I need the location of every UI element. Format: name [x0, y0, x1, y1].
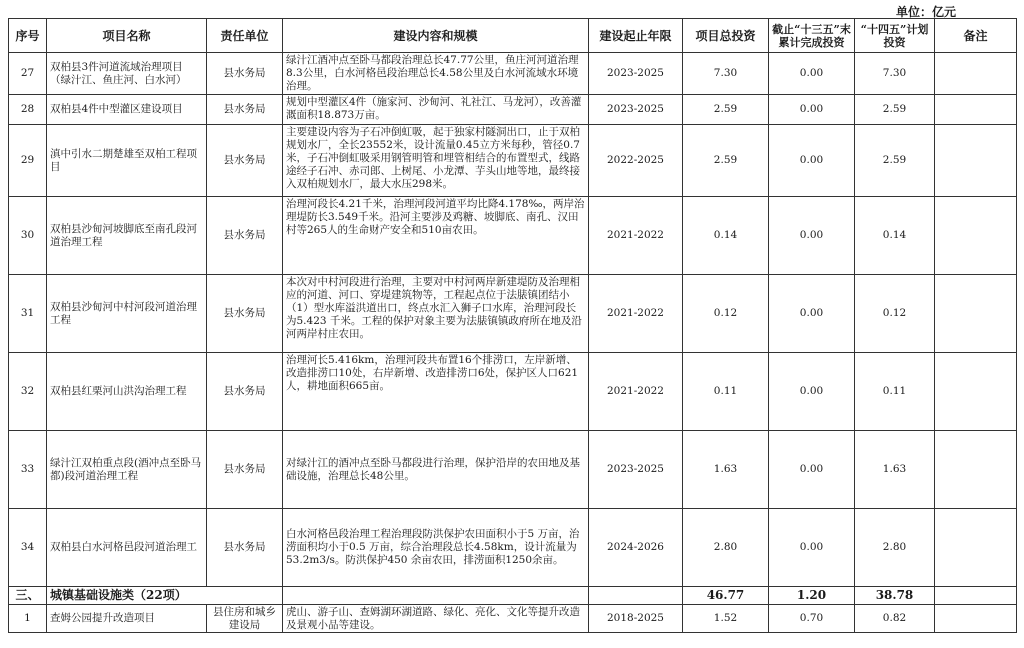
row-unit: 县水务局 — [207, 275, 283, 353]
row-total: 7.30 — [683, 53, 769, 95]
row-name: 双柏县3件河道流域治理项目（绿汁江、鱼庄河、白水河） — [47, 53, 207, 95]
row-plan: 2.80 — [855, 509, 935, 587]
row-unit: 县水务局 — [207, 125, 283, 197]
row-done: 0.00 — [769, 95, 855, 125]
row-total: 2.59 — [683, 125, 769, 197]
header-no: 序号 — [9, 19, 47, 53]
row-unit: 县水务局 — [207, 431, 283, 509]
header-name: 项目名称 — [47, 19, 207, 53]
row-plan: 7.30 — [855, 53, 935, 95]
row-name: 双柏县白水河格邑段河道治理工 — [47, 509, 207, 587]
unit-label: 单位：亿元 — [896, 5, 957, 19]
project-table — [8, 18, 1017, 633]
row-done: 0.00 — [769, 509, 855, 587]
row-note — [935, 605, 1017, 633]
row-no: 27 — [9, 53, 47, 95]
row-no: 31 — [9, 275, 47, 353]
row-plan: 0.14 — [855, 197, 935, 275]
row-note — [935, 431, 1017, 509]
table-row — [9, 95, 1017, 125]
row-total: 2.80 — [683, 509, 769, 587]
row-plan: 1.63 — [855, 431, 935, 509]
row-total: 0.11 — [683, 353, 769, 431]
row-note — [935, 53, 1017, 95]
section-note — [935, 587, 1017, 605]
row-no: 34 — [9, 509, 47, 587]
row-unit: 县水务局 — [207, 353, 283, 431]
section-row — [9, 587, 1017, 605]
row-name: 双柏县沙甸河中村河段河道治理工程 — [47, 275, 207, 353]
table-row — [9, 197, 1017, 275]
row-no: 29 — [9, 125, 47, 197]
table-row — [9, 353, 1017, 431]
row-plan: 0.11 — [855, 353, 935, 431]
row-done: 0.00 — [769, 431, 855, 509]
row-content: 治理河长5.416km，治理河段共布置16个排涝口，左岸新增、改造排涝口10处，右岸新增、改造排涝口6处，保护区人口621人，耕地面积665亩。 — [283, 353, 589, 431]
table-row — [9, 275, 1017, 353]
row-done: 0.00 — [769, 275, 855, 353]
row-name: 滇中引水二期楚雄至双柏工程项目 — [47, 125, 207, 197]
row-done: 0.00 — [769, 353, 855, 431]
row-plan: 0.82 — [855, 605, 935, 633]
header-unit: 责任单位 — [207, 19, 283, 53]
row-done: 0.00 — [769, 197, 855, 275]
row-name: 双柏县红栗河山洪沟治理工程 — [47, 353, 207, 431]
row-content: 主要建设内容为子石冲倒虹吸，起于独家村隧洞出口，止于双柏规划水厂，全长23552米，设计流量0.45立方米每秒，管径0.7米，子石冲倒虹吸采用钢管明管和埋管相结合的布置型式，线路途经子石冲、赤司郎、上树尾、小龙潭、芋头山地等地，最终接入双柏规划水厂，最大水压298米。 — [283, 125, 589, 197]
row-note — [935, 275, 1017, 353]
row-unit: 县水务局 — [207, 509, 283, 587]
header-row — [9, 19, 1017, 53]
section-plan: 38.78 — [855, 587, 935, 605]
row-unit: 县水务局 — [207, 95, 283, 125]
row-content: 绿汁江酒冲点至卧马都段治理总长47.77公里，鱼庄河河道治理8.3公里，白水河格邑段治理总长4.58公里及白水河流域水环境治理。 — [283, 53, 589, 95]
row-total: 1.52 — [683, 605, 769, 633]
row-no: 33 — [9, 431, 47, 509]
header-note: 备注 — [935, 19, 1017, 53]
row-plan: 2.59 — [855, 125, 935, 197]
row-period: 2023-2025 — [589, 431, 683, 509]
row-period: 2021-2022 — [589, 197, 683, 275]
row-done: 0.00 — [769, 125, 855, 197]
section-done: 1.20 — [769, 587, 855, 605]
row-note — [935, 353, 1017, 431]
header-plan: “十四五”计划投资 — [855, 19, 935, 53]
row-note — [935, 509, 1017, 587]
row-done: 0.00 — [769, 53, 855, 95]
row-plan: 0.12 — [855, 275, 935, 353]
row-note — [935, 197, 1017, 275]
row-no: 30 — [9, 197, 47, 275]
row-no: 1 — [9, 605, 47, 633]
row-content: 对绿汁江的酒冲点至卧马都段进行治理，保护沿岸的农田地及基础设施，治理总长48公里。 — [283, 431, 589, 509]
row-total: 0.12 — [683, 275, 769, 353]
section-total: 46.77 — [683, 587, 769, 605]
table-row — [9, 431, 1017, 509]
row-note — [935, 95, 1017, 125]
table-row — [9, 125, 1017, 197]
row-name: 双柏县4件中型灌区建设项目 — [47, 95, 207, 125]
row-unit: 县水务局 — [207, 197, 283, 275]
header-done: 截止“十三五”末累计完成投资 — [769, 19, 855, 53]
section-no: 三、 — [9, 587, 47, 605]
row-period: 2023-2025 — [589, 95, 683, 125]
row-period: 2018-2025 — [589, 605, 683, 633]
row-content: 虎山、游子山、查姆湖环湖道路、绿化、亮化、文化等提升改造及景观小品等建设。 — [283, 605, 589, 633]
table-row — [9, 509, 1017, 587]
header-total: 项目总投资 — [683, 19, 769, 53]
row-period: 2024-2026 — [589, 509, 683, 587]
row-unit: 县水务局 — [207, 53, 283, 95]
row-period: 2022-2025 — [589, 125, 683, 197]
header-content: 建设内容和规模 — [283, 19, 589, 53]
section-content — [283, 587, 589, 605]
header-period: 建设起止年限 — [589, 19, 683, 53]
row-period: 2021-2022 — [589, 353, 683, 431]
row-no: 32 — [9, 353, 47, 431]
table-row — [9, 605, 1017, 633]
row-content: 治理河段长4.21千米，治理河段河道平均比降4.178‰，两岸治理堤防长3.549千米。沿河主要涉及鸡糖、坡脚底、南孔、汉田村等265人的生命财产安全和510亩农田。 — [283, 197, 589, 275]
row-content: 本次对中村河段进行治理，主要对中村河两岸新建堤防及治理相应的河道、河口、穿堤建筑物等，工程起点位于法脿镇团结小（1）型水库溢洪道出口，终点水汇入狮子口水库，治理河段长为5.423 千米。工程的保护对象主要为法脿镇镇政府所在地及沿河两岸村庄农田。 — [283, 275, 589, 353]
row-done: 0.70 — [769, 605, 855, 633]
row-name: 查姆公园提升改造项目 — [47, 605, 207, 633]
section-period — [589, 587, 683, 605]
row-content: 白水河格邑段治理工程治理段防洪保护农田面积小于5 万亩，治涝面积均小于0.5 万亩，综合治理段总长4.58km，设计流量为53.2m3/s。防洪保护450 余亩农田，排涝面积1250余亩。 — [283, 509, 589, 587]
row-total: 0.14 — [683, 197, 769, 275]
section-name: 城镇基础设施类（22项） — [47, 587, 283, 605]
table-row — [9, 53, 1017, 95]
row-content: 规划中型灌区4件（施家河、沙甸河、礼社江、马龙河），改善灌溉面积18.873万亩。 — [283, 95, 589, 125]
row-no: 28 — [9, 95, 47, 125]
row-plan: 2.59 — [855, 95, 935, 125]
row-total: 1.63 — [683, 431, 769, 509]
row-unit: 县住房和城乡建设局 — [207, 605, 283, 633]
row-name: 双柏县沙甸河坡脚底至南孔段河道治理工程 — [47, 197, 207, 275]
row-period: 2023-2025 — [589, 53, 683, 95]
row-total: 2.59 — [683, 95, 769, 125]
row-period: 2021-2022 — [589, 275, 683, 353]
row-note — [935, 125, 1017, 197]
row-name: 绿汁江双柏重点段(酒冲点至卧马都)段河道治理工程 — [47, 431, 207, 509]
